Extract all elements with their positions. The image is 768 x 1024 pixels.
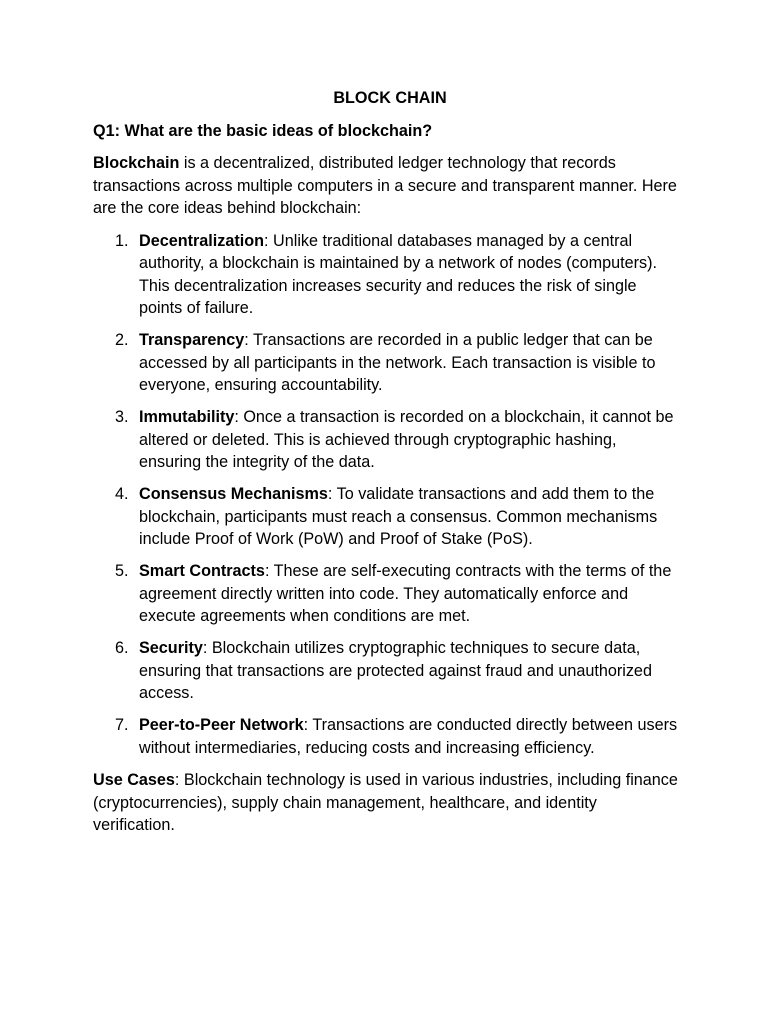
intro-paragraph — [93, 152, 683, 220]
document-page — [93, 87, 683, 837]
list-item-term: Security — [139, 639, 203, 657]
list-item — [93, 329, 683, 397]
list-item — [93, 483, 683, 551]
list-item — [93, 714, 683, 759]
list-item-text: : These are self-executing contracts with the terms of the agreement directly written into code. They automatically enforce and execute agreements when conditions are met. — [139, 562, 672, 625]
use-cases-text: : Blockchain technology is used in various industries, including finance (cryptocurrencies), supply chain management, healthcare, and identity verification. — [93, 771, 678, 834]
use-cases-paragraph — [93, 769, 683, 837]
core-ideas-list — [93, 230, 683, 760]
document-title: BLOCK CHAIN — [333, 89, 447, 107]
list-item-term: Consensus Mechanisms — [139, 485, 328, 503]
intro-term: Blockchain — [93, 154, 180, 172]
list-item-text: : To validate transactions and add them to the blockchain, participants must reach a consensus. Common mechanisms include Proof of Work (PoW) and Proof of Stake (PoS). — [139, 485, 658, 548]
use-cases-term: Use Cases — [93, 771, 175, 789]
list-item-number: 5. — [115, 562, 129, 580]
list-item-text: : Transactions are recorded in a public ledger that can be accessed by all participants in the network. Each transaction is visible to everyone, ensuring accountability. — [139, 331, 656, 394]
list-item — [93, 406, 683, 474]
intro-text: is a decentralized, distributed ledger technology that records transactions across multiple computers in a secure and transparent manner. Here are the core ideas behind blockchain: — [93, 154, 677, 217]
list-item-term: Smart Contracts — [139, 562, 265, 580]
list-item-number: 4. — [115, 485, 129, 503]
list-item-text: : Unlike traditional databases managed by a central authority, a blockchain is maintained by a network of nodes (computers). This decentralization increases security and reduces the risk of single points of failure. — [139, 231, 657, 317]
list-item-term: Decentralization — [139, 231, 265, 250]
list-item — [93, 637, 683, 705]
list-item-term: Immutability — [139, 408, 235, 426]
list-item-term: Peer-to-Peer Network — [139, 716, 304, 734]
list-item-number: 3. — [115, 408, 129, 426]
list-item-term: Transparency — [139, 331, 245, 349]
list-item-number: 6. — [115, 639, 129, 657]
list-item-text: : Blockchain utilizes cryptographic techniques to secure data, ensuring that transactions are protected against fraud and unauthorized access. — [139, 639, 652, 702]
list-item-number: 2. — [115, 331, 129, 349]
list-item-text: : Once a transaction is recorded on a blockchain, it cannot be altered or deleted. This is achieved through cryptographic hashing, ensuring the integrity of the data. — [139, 408, 674, 471]
list-item-text: : Transactions are conducted directly between users without intermediaries, reducing costs and increasing efficiency. — [139, 716, 678, 757]
question-heading: Q1: What are the basic ideas of blockchain? — [93, 121, 433, 140]
list-item — [93, 230, 683, 320]
list-item-number: 1. — [115, 231, 129, 250]
list-item-number: 7. — [115, 716, 129, 734]
list-item — [93, 560, 683, 628]
